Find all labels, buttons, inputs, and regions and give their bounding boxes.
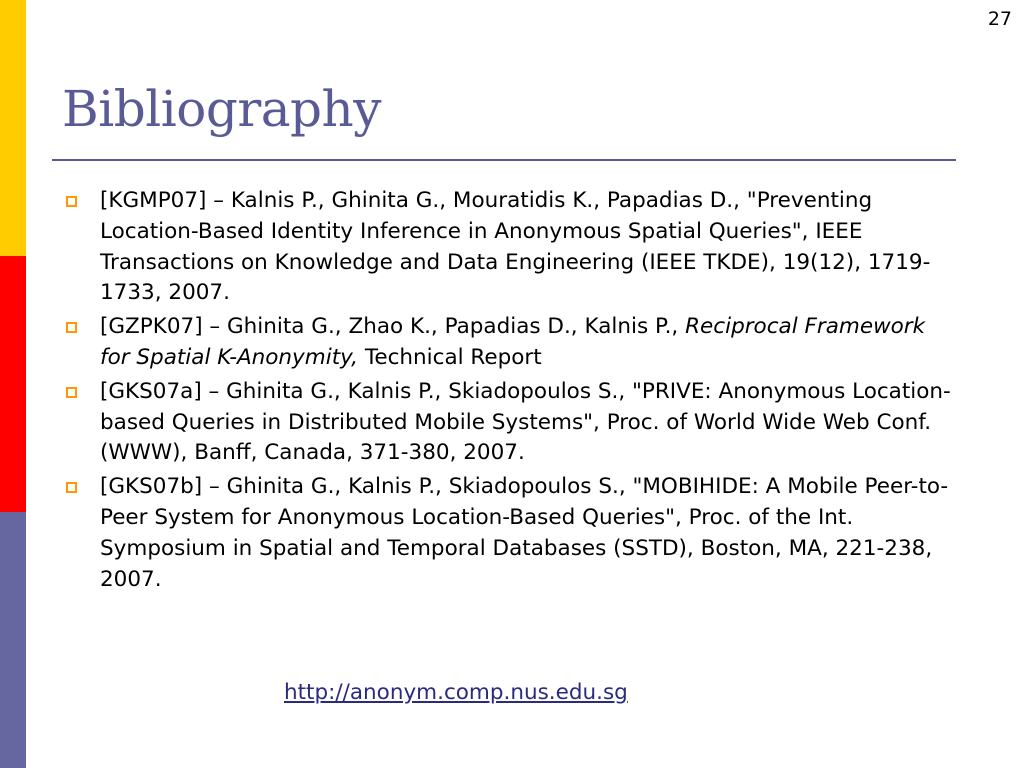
side-stripe-yellow bbox=[0, 0, 26, 256]
title-underline bbox=[52, 159, 956, 161]
reference-list bbox=[60, 186, 960, 598]
reference-item-gzpk07 bbox=[60, 312, 960, 374]
reference-item-gks07a bbox=[60, 377, 960, 469]
reference-text-start: [GZPK07] – Ghinita G., Zhao K., Papadias D., Kalnis P., bbox=[100, 314, 686, 340]
side-stripe-red bbox=[0, 256, 26, 512]
slide-number: 27 bbox=[987, 8, 1012, 30]
hollow-square-bullet-icon bbox=[66, 482, 77, 493]
reference-text: [KGMP07] – Kalnis P., Ghinita G., Mouratidis K., Papadias D., "Preventing Location-Based Identity Inference in Anonymous Spatial Queries", IEEE Transactions on Knowledge and Data Engineering (IEEE TKDE), 19(12), 1719-1733, 2007. bbox=[100, 188, 931, 306]
hollow-square-bullet-icon bbox=[66, 387, 77, 398]
side-stripe-blue bbox=[0, 512, 26, 768]
slide-title: Bibliography bbox=[62, 80, 381, 138]
reference-title-italic: Reciprocal Framework for Spatial K-Anonymity, bbox=[100, 314, 926, 370]
hollow-square-bullet-icon bbox=[66, 196, 77, 207]
reference-text-end: Technical Report bbox=[358, 344, 542, 370]
reference-item-kgmp07 bbox=[60, 186, 960, 309]
hollow-square-bullet-icon bbox=[66, 322, 77, 333]
reference-item-gks07b bbox=[60, 472, 960, 595]
project-website-link[interactable]: http://anonym.comp.nus.edu.sg bbox=[284, 680, 628, 705]
reference-text: [GKS07a] – Ghinita G., Kalnis P., Skiadopoulos S., "PRIVE: Anonymous Location-based Queries in Distributed Mobile Systems", Proc. of World Wide Web Conf. (WWW), Banff, Canada, 371-380, 2007. bbox=[100, 378, 951, 466]
reference-text: [GKS07b] – Ghinita G., Kalnis P., Skiadopoulos S., "MOBIHIDE: A Mobile Peer-to-Peer System for Anonymous Location-Based Queries", Proc. of the Int. Symposium in Spatial and Temporal Databases (SSTD), Boston, MA, 221-238, 2007. bbox=[100, 474, 949, 592]
